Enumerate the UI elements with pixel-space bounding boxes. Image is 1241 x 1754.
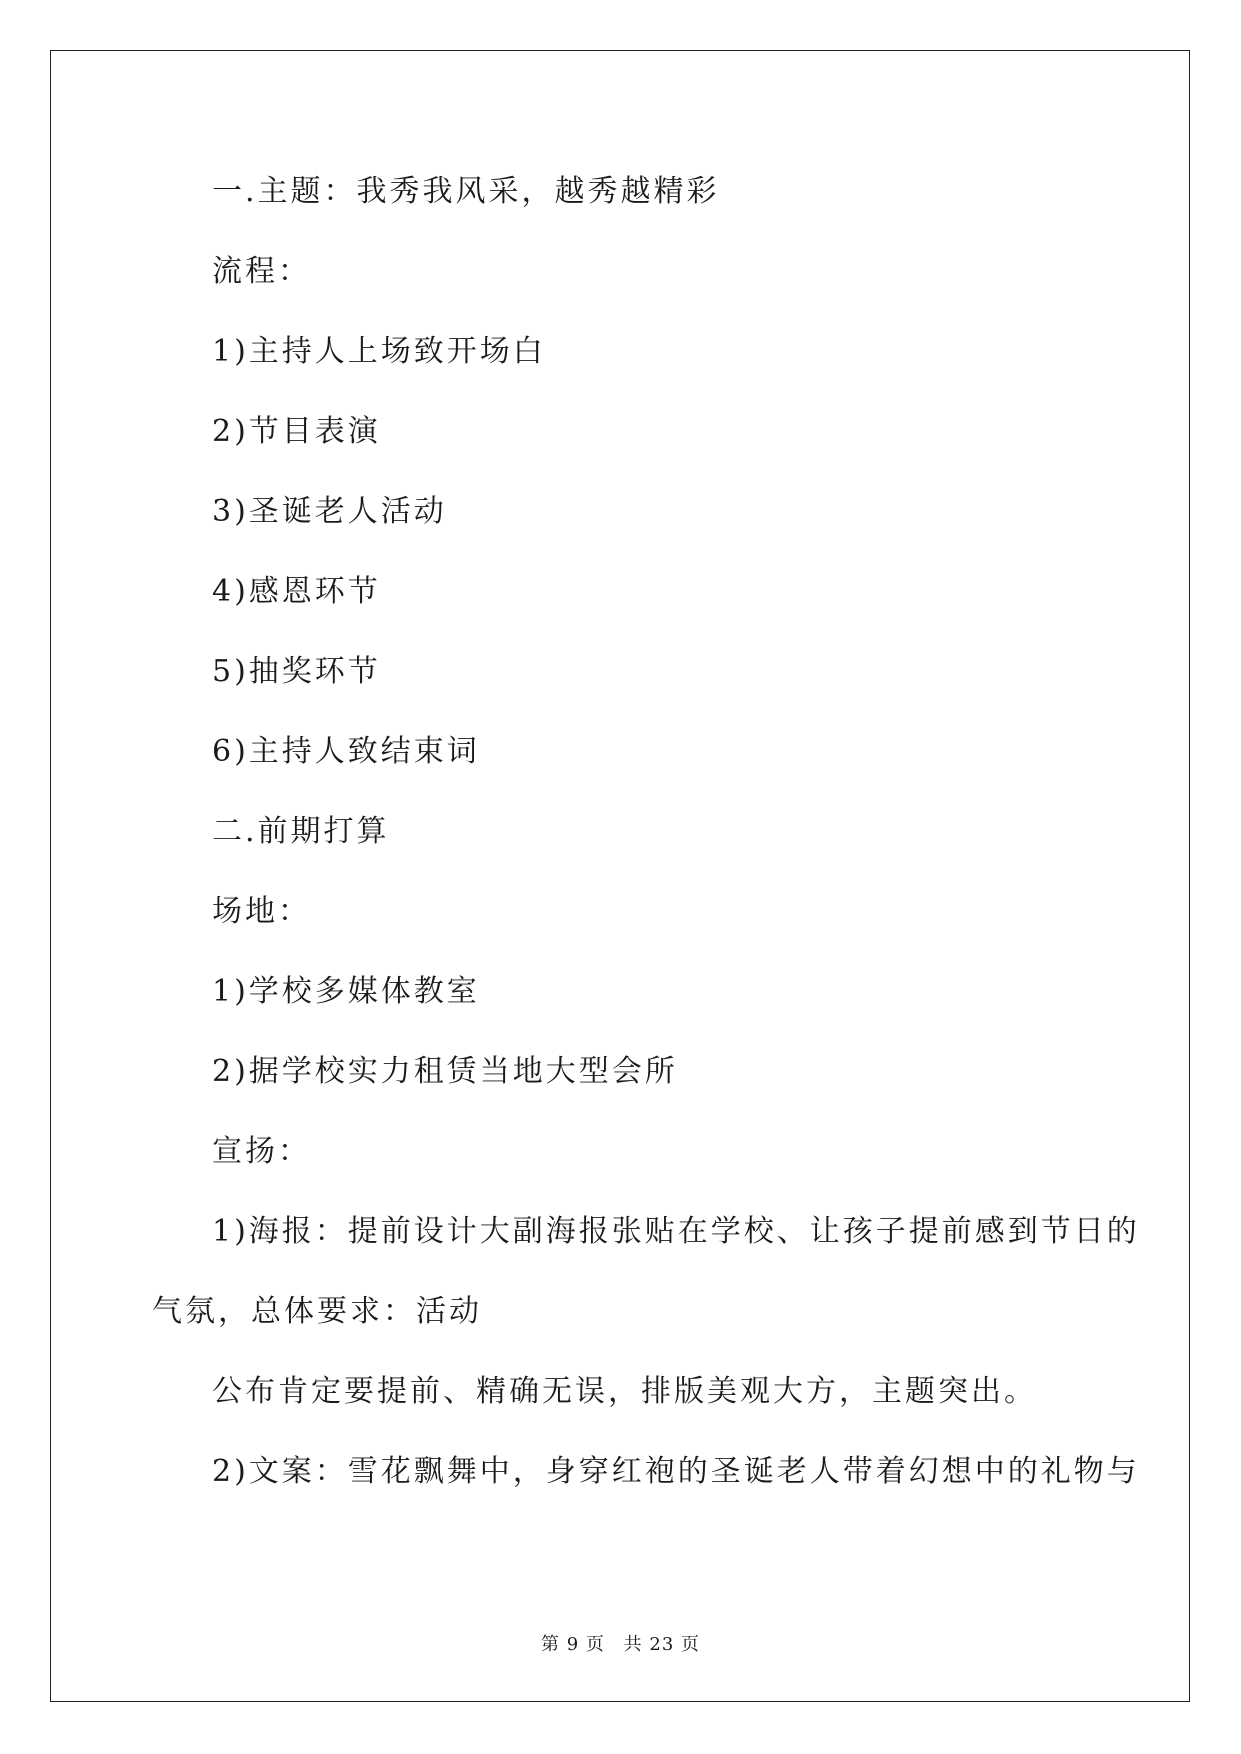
promotion-label: 宣扬：	[212, 1134, 311, 1169]
flow-item-4: 4)感恩环节	[212, 574, 381, 609]
venue-label: 场地：	[212, 894, 311, 929]
promotion-item-1-continued: 气氛，总体要求：活动	[152, 1294, 482, 1329]
venue-item-2: 2)据学校实力租赁当地大型会所	[212, 1054, 678, 1089]
flow-item-3: 3)圣诞老人活动	[212, 494, 447, 529]
page-number: 第 9 页	[541, 1634, 605, 1655]
promotion-item-1: 1)海报：提前设计大副海报张贴在学校、让孩子提前感到节日的	[212, 1214, 1140, 1249]
flow-item-5: 5)抽奖环节	[212, 654, 381, 689]
flow-label: 流程：	[212, 254, 311, 289]
flow-item-2: 2)节目表演	[212, 414, 381, 449]
promotion-item-2: 2)文案：雪花飘舞中，身穿红袍的圣诞老人带着幻想中的礼物与	[212, 1454, 1140, 1489]
venue-item-1: 1)学校多媒体教室	[212, 974, 480, 1009]
flow-item-6: 6)主持人致结束词	[212, 734, 480, 769]
section-heading-theme: 一.主题：我秀我风采，越秀越精彩	[212, 174, 720, 209]
page-total: 共 23 页	[623, 1634, 700, 1655]
promotion-paragraph: 公布肯定要提前、精确无误，排版美观大方，主题突出。	[212, 1374, 1037, 1409]
flow-item-1: 1)主持人上场致开场白	[212, 334, 546, 369]
page-footer	[0, 1630, 1241, 1656]
section-heading-preparation: 二.前期打算	[212, 814, 390, 849]
